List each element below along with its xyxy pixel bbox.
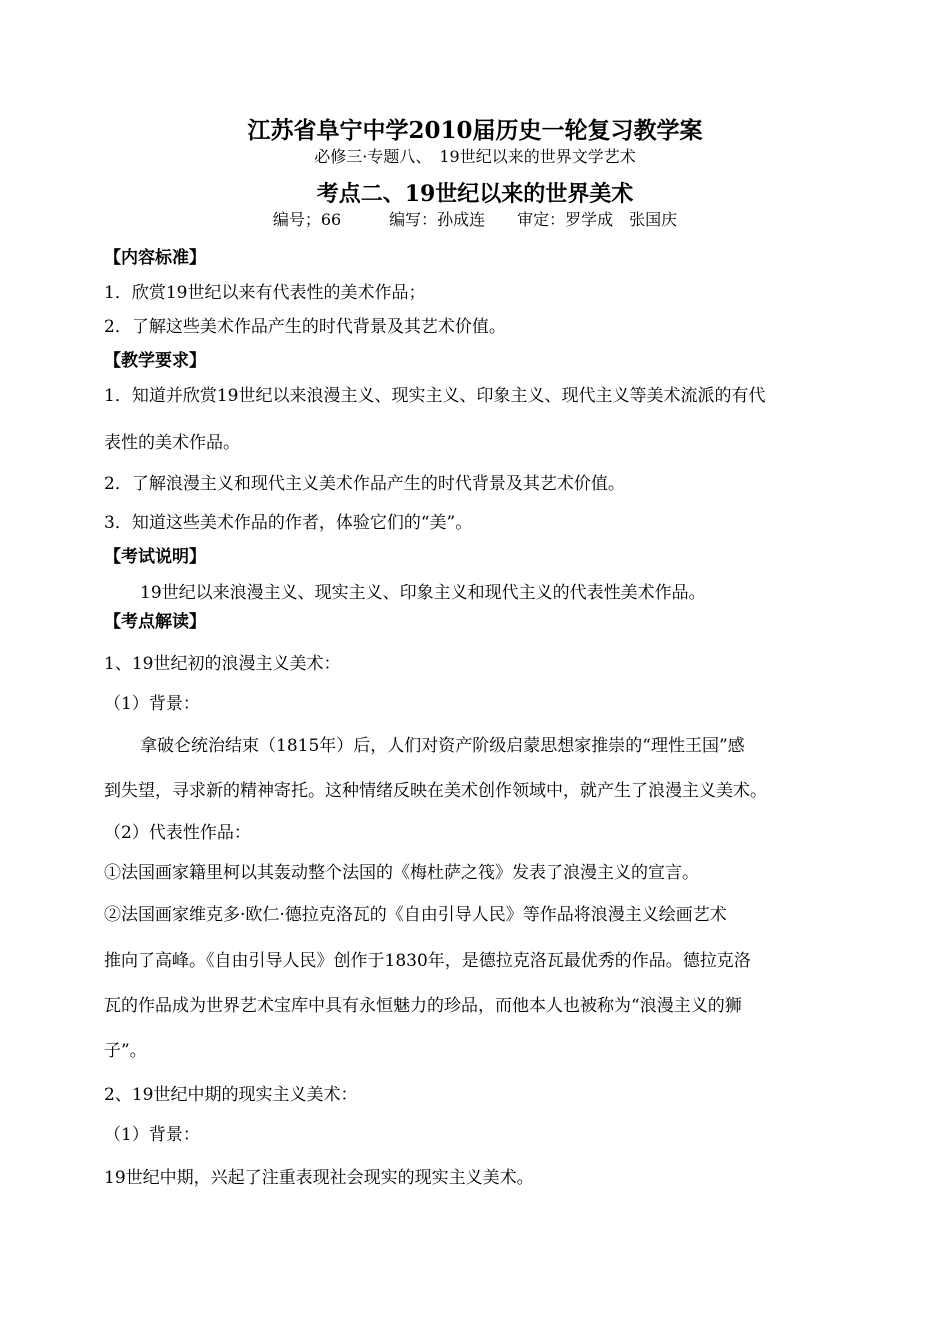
interpretation-line: 推向了高峰。《自由引导人民》创作于1830年，是德拉克洛瓦最优秀的作品。德拉克洛 [104, 951, 751, 971]
section-heading-teaching-requirements: 【教学要求】 [104, 351, 206, 371]
exam-notes-text: 19世纪以来浪漫主义、现实主义、印象主义和现代主义的代表性美术作品。 [140, 583, 706, 603]
topic-title: 考点二、19世纪以来的世界美术 [316, 181, 634, 207]
interpretation-line: ①法国画家籍里柯以其轰动整个法国的《梅杜萨之筏》发表了浪漫主义的宣言。 [104, 863, 699, 883]
section-heading-interpretation: 【考点解读】 [104, 612, 206, 632]
interpretation-line: 瓦的作品成为世界艺术宝库中具有永恒魅力的珍品，而他本人也被称为“浪漫主义的狮 [104, 996, 742, 1016]
interpretation-line: 1、19世纪初的浪漫主义美术： [104, 654, 341, 674]
content-standard-item: 1．欣赏19世纪以来有代表性的美术作品； [104, 283, 426, 303]
interpretation-line: 拿破仑统治结束（1815年）后，人们对资产阶级启蒙思想家推崇的“理性王国”感 [140, 736, 745, 756]
interpretation-line: （1）背景： [104, 1125, 200, 1145]
interpretation-line: 19世纪中期，兴起了注重表现社会现实的现实主义美术。 [104, 1168, 534, 1188]
teaching-requirement-line: 1．知道并欣赏19世纪以来浪漫主义、现实主义、印象主义、现代主义等美术流派的有代 [104, 386, 766, 406]
teaching-requirement-line: 表性的美术作品。 [104, 433, 240, 453]
content-standard-item: 2．了解这些美术作品产生的时代背景及其艺术价值。 [104, 317, 506, 337]
interpretation-line: ②法国画家维克多·欧仁·德拉克洛瓦的《自由引导人民》等作品将浪漫主义绘画艺术 [104, 905, 727, 925]
interpretation-line: 到失望，寻求新的精神寄托。这种情绪反映在美术创作领域中，就产生了浪漫主义美术。 [104, 781, 767, 801]
section-heading-content-standard: 【内容标准】 [104, 248, 206, 268]
teaching-requirement-line: 2．了解浪漫主义和现代主义美术作品产生的时代背景及其艺术价值。 [104, 474, 625, 494]
interpretation-line: 子”。 [104, 1041, 147, 1061]
interpretation-line: 2、19世纪中期的现实主义美术： [104, 1085, 358, 1105]
teaching-requirement-line: 3．知道这些美术作品的作者，体验它们的“美”。 [104, 513, 473, 533]
document-subtitle: 必修三·专题八、 19世纪以来的世界文学艺术 [314, 147, 636, 166]
interpretation-line: （2）代表性作品： [104, 823, 251, 843]
document-title: 江苏省阜宁中学2010届历史一轮复习教学案 [247, 117, 703, 144]
document-meta: 编号；66 编写：孙成连 审定：罗学成 张国庆 [272, 210, 678, 229]
interpretation-line: （1）背景： [104, 694, 200, 714]
section-heading-exam-notes: 【考试说明】 [104, 547, 206, 567]
